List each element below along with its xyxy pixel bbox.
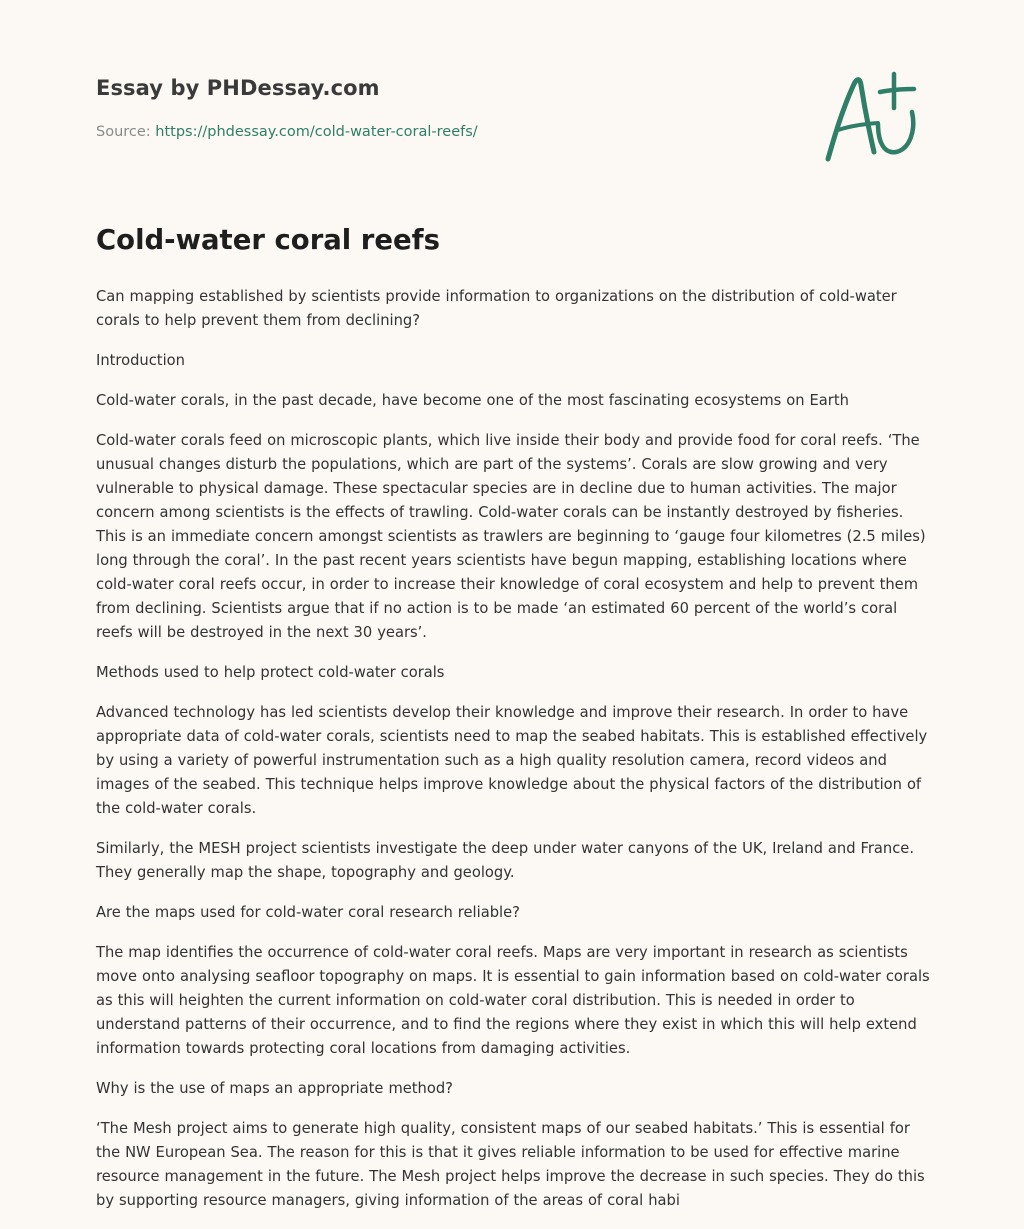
section-heading-maps-reliable: Are the maps used for cold-water coral research reliable? [96, 904, 520, 921]
source-line [96, 124, 478, 140]
essay-paragraph: Advanced technology has led scientists develop their knowledge and improve their research. In order to have appropriate data of cold-water corals, scientists need to map the seabed habitats. This is established effectively by using a variety of powerful instrumentation such as a high quality resolution camera, record videos and images of the seabed. This technique helps improve knowledge about the physical factors of the distribution of the cold-water corals. [96, 704, 928, 817]
essay-question: Can mapping established by scientists provide information to organizations on the distribution of cold-water corals to help prevent them from declining? [96, 288, 897, 329]
essay-body [96, 285, 930, 1229]
essay-paragraph: ‘The Mesh project aims to generate high quality, consistent maps of our seabed habitats.’ This is essential for the NW European Sea. The reason for this is that it gives reliable information to be used for effective marine resource management in the future. The Mesh project helps improve the decrease in such species. They do this by supporting resource managers, giving information of the areas of coral habi [96, 1120, 925, 1209]
site-brand: Essay by PHDessay.com [96, 76, 380, 100]
essay-paragraph: Similarly, the MESH project scientists investigate the deep under water canyons of the UK, Ireland and France. They generally map the shape, topography and geology. [96, 840, 914, 881]
source-link[interactable]: https://phdessay.com/cold-water-coral-reefs/ [155, 124, 478, 140]
a-plus-logo-icon [820, 68, 924, 164]
source-label: Source: [96, 124, 151, 140]
section-heading-maps-appropriate: Why is the use of maps an appropriate method? [96, 1080, 453, 1097]
essay-paragraph: Cold-water corals, in the past decade, have become one of the most fascinating ecosystems on Earth [96, 392, 849, 409]
essay-paragraph: Cold-water corals feed on microscopic plants, which live inside their body and provide food for coral reefs. ‘The unusual changes disturb the populations, which are part of the systems’. Corals are slow growing and very vulnerable to physical damage. These spectacular species are in decline due to human activities. The major concern among scientists is the effects of trawling. Cold-water corals can be instantly destroyed by fisheries. This is an immediate concern amongst scientists as trawlers are beginning to ‘gauge four kilometres (2.5 miles) long through the coral’. In the past recent years scientists have begun mapping, establishing locations where cold-water coral reefs occur, in order to increase their knowledge of coral ecosystem and help to prevent them from declining. Scientists argue that if no action is to be made ‘an estimated 60 percent of the world’s coral reefs will be destroyed in the next 30 years’. [96, 432, 926, 641]
section-heading-introduction: Introduction [96, 352, 185, 369]
essay-title: Cold-water coral reefs [96, 224, 441, 256]
essay-paragraph: The map identifies the occurrence of cold-water coral reefs. Maps are very important in research as scientists move onto analysing seafloor topography on maps. It is essential to gain information based on cold-water corals as this will heighten the current information on cold-water coral distribution. This is needed in order to understand patterns of their occurrence, and to find the regions where they exist in which this will help extend information towards protecting coral locations from damaging activities. [96, 944, 930, 1057]
section-heading-methods: Methods used to help protect cold-water corals [96, 664, 445, 681]
